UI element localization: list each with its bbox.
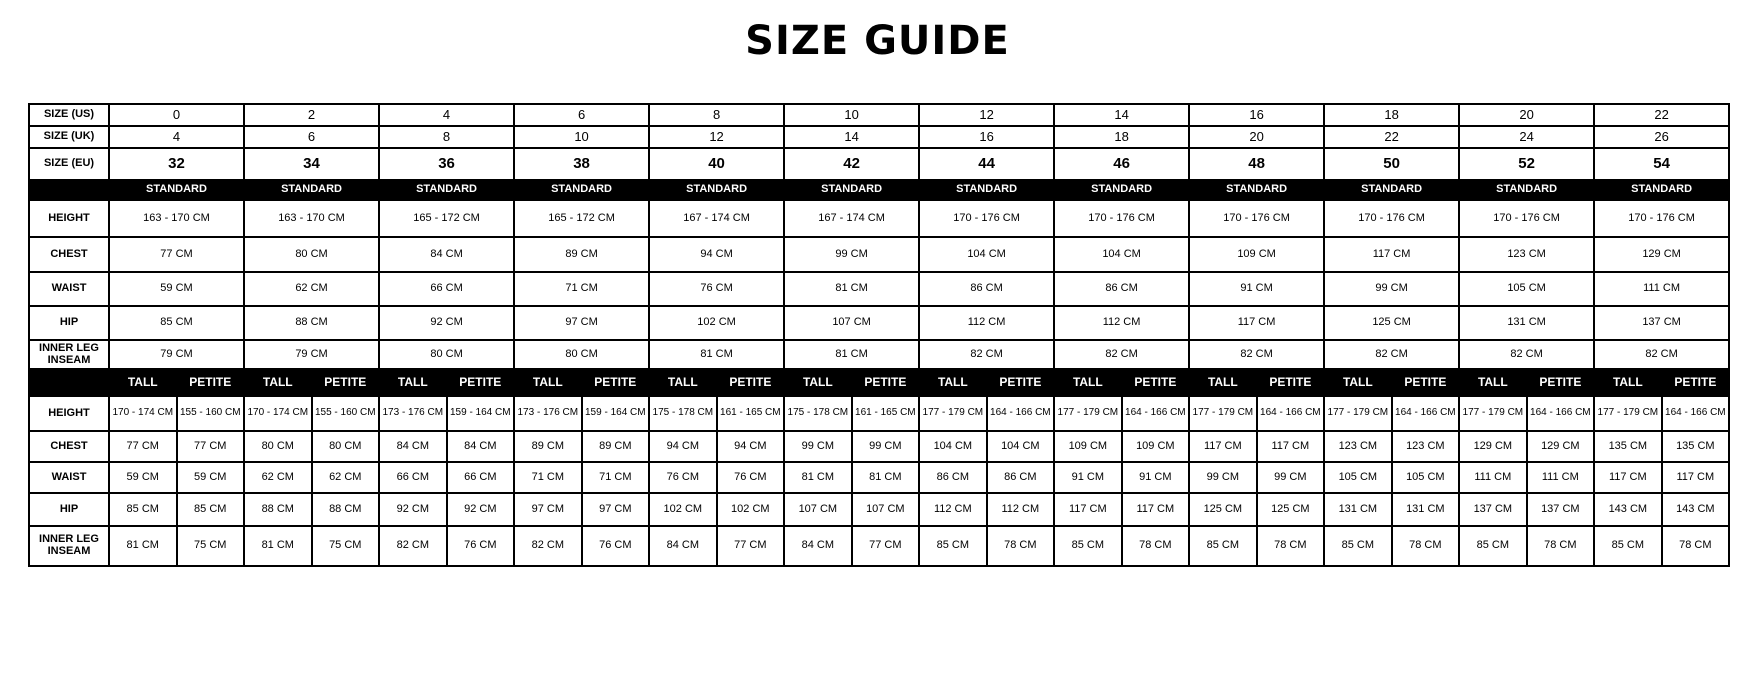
measurement-cell: 117 CM <box>1662 462 1730 493</box>
measurement-cell: 129 CM <box>1527 431 1595 462</box>
measurement-cell: 82 CM <box>379 526 447 566</box>
size-guide-table <box>28 103 1730 567</box>
measurement-cell: 177 - 179 CM <box>1324 396 1392 431</box>
measurement-cell: 117 CM <box>1257 431 1325 462</box>
petite-header: PETITE <box>1662 369 1730 396</box>
measurement-cell: 94 CM <box>717 431 785 462</box>
petite-header: PETITE <box>177 369 245 396</box>
measurement-cell: 77 CM <box>109 237 244 272</box>
page-title: SIZE GUIDE <box>745 18 1010 64</box>
size-value-cell: 20 <box>1459 104 1594 126</box>
measurement-cell: 85 CM <box>109 493 177 526</box>
petite-header: PETITE <box>582 369 650 396</box>
row-label: INNER LEG INSEAM <box>29 340 109 369</box>
measurement-cell: 62 CM <box>244 462 312 493</box>
measurement-cell: 85 CM <box>177 493 245 526</box>
measurement-cell: 85 CM <box>1594 526 1662 566</box>
measurement-cell: 143 CM <box>1594 493 1662 526</box>
measurement-cell: 159 - 164 CM <box>447 396 515 431</box>
size-value-cell: 18 <box>1054 126 1189 148</box>
measurement-cell: 79 CM <box>109 340 244 369</box>
tall-petite-chest-row <box>29 431 1729 462</box>
measurement-cell: 62 CM <box>312 462 380 493</box>
measurement-cell: 163 - 170 CM <box>109 200 244 237</box>
measurement-cell: 129 CM <box>1594 237 1729 272</box>
size-value-cell: 4 <box>379 104 514 126</box>
size-value-cell: 20 <box>1189 126 1324 148</box>
measurement-cell: 170 - 174 CM <box>244 396 312 431</box>
measurement-cell: 112 CM <box>919 493 987 526</box>
measurement-cell: 81 CM <box>649 340 784 369</box>
row-label: CHEST <box>29 237 109 272</box>
measurement-cell: 84 CM <box>379 431 447 462</box>
measurement-cell: 81 CM <box>109 526 177 566</box>
measurement-cell: 86 CM <box>1054 272 1189 306</box>
measurement-cell: 78 CM <box>1527 526 1595 566</box>
measurement-cell: 135 CM <box>1594 431 1662 462</box>
size-value-cell: 6 <box>514 104 649 126</box>
measurement-cell: 175 - 178 CM <box>649 396 717 431</box>
tall-header: TALL <box>1054 369 1122 396</box>
size-value-cell: 10 <box>514 126 649 148</box>
size-value-cell: 12 <box>919 104 1054 126</box>
measurement-cell: 84 CM <box>379 237 514 272</box>
measurement-cell: 131 CM <box>1392 493 1460 526</box>
measurement-cell: 104 CM <box>987 431 1055 462</box>
size-value-cell: 22 <box>1324 126 1459 148</box>
size-value-cell: 22 <box>1594 104 1729 126</box>
measurement-cell: 88 CM <box>244 306 379 340</box>
size-value-cell: 44 <box>919 148 1054 180</box>
measurement-cell: 84 CM <box>649 526 717 566</box>
row-label: HEIGHT <box>29 396 109 431</box>
standard-inner-leg-row <box>29 340 1729 369</box>
measurement-cell: 75 CM <box>312 526 380 566</box>
petite-header: PETITE <box>852 369 920 396</box>
measurement-cell: 165 - 172 CM <box>379 200 514 237</box>
measurement-cell: 79 CM <box>244 340 379 369</box>
measurement-cell: 125 CM <box>1189 493 1257 526</box>
measurement-cell: 170 - 176 CM <box>1459 200 1594 237</box>
measurement-cell: 159 - 164 CM <box>582 396 650 431</box>
measurement-cell: 78 CM <box>1392 526 1460 566</box>
tall-header: TALL <box>1459 369 1527 396</box>
measurement-cell: 125 CM <box>1257 493 1325 526</box>
measurement-cell: 170 - 176 CM <box>1189 200 1324 237</box>
measurement-cell: 167 - 174 CM <box>784 200 919 237</box>
measurement-cell: 97 CM <box>514 493 582 526</box>
measurement-cell: 135 CM <box>1662 431 1730 462</box>
measurement-cell: 155 - 160 CM <box>312 396 380 431</box>
standard-header: STANDARD <box>649 180 784 200</box>
measurement-cell: 82 CM <box>1054 340 1189 369</box>
tall-header: TALL <box>379 369 447 396</box>
size-value-cell: 10 <box>784 104 919 126</box>
petite-header: PETITE <box>312 369 380 396</box>
standard-header: STANDARD <box>1324 180 1459 200</box>
tall-header: TALL <box>244 369 312 396</box>
measurement-cell: 102 CM <box>649 493 717 526</box>
measurement-cell: 78 CM <box>1122 526 1190 566</box>
size-eu-row <box>29 148 1729 180</box>
measurement-cell: 102 CM <box>717 493 785 526</box>
measurement-cell: 123 CM <box>1392 431 1460 462</box>
measurement-cell: 85 CM <box>109 306 244 340</box>
measurement-cell: 94 CM <box>649 237 784 272</box>
standard-header: STANDARD <box>1054 180 1189 200</box>
measurement-cell: 164 - 166 CM <box>1662 396 1730 431</box>
size-value-cell: 16 <box>1189 104 1324 126</box>
standard-header: STANDARD <box>919 180 1054 200</box>
measurement-cell: 82 CM <box>1594 340 1729 369</box>
measurement-cell: 99 CM <box>784 431 852 462</box>
size-us-row <box>29 104 1729 126</box>
measurement-cell: 85 CM <box>919 526 987 566</box>
measurement-cell: 112 CM <box>1054 306 1189 340</box>
measurement-cell: 165 - 172 CM <box>514 200 649 237</box>
measurement-cell: 76 CM <box>649 272 784 306</box>
measurement-cell: 59 CM <box>109 272 244 306</box>
measurement-cell: 111 CM <box>1459 462 1527 493</box>
measurement-cell: 107 CM <box>852 493 920 526</box>
petite-header: PETITE <box>447 369 515 396</box>
measurement-cell: 117 CM <box>1189 431 1257 462</box>
measurement-cell: 104 CM <box>919 431 987 462</box>
size-value-cell: 18 <box>1324 104 1459 126</box>
measurement-cell: 173 - 176 CM <box>379 396 447 431</box>
measurement-cell: 88 CM <box>312 493 380 526</box>
tall-header: TALL <box>1324 369 1392 396</box>
size-value-cell: 14 <box>1054 104 1189 126</box>
size-value-cell: 0 <box>109 104 244 126</box>
measurement-cell: 99 CM <box>1257 462 1325 493</box>
measurement-cell: 170 - 176 CM <box>919 200 1054 237</box>
row-label: SIZE (US) <box>29 104 109 126</box>
measurement-cell: 92 CM <box>379 493 447 526</box>
measurement-cell: 71 CM <box>582 462 650 493</box>
row-label: HIP <box>29 493 109 526</box>
measurement-cell: 85 CM <box>1189 526 1257 566</box>
measurement-cell: 99 CM <box>852 431 920 462</box>
tall-petite-header-row <box>29 369 1729 396</box>
measurement-cell: 86 CM <box>987 462 1055 493</box>
size-value-cell: 42 <box>784 148 919 180</box>
measurement-cell: 175 - 178 CM <box>784 396 852 431</box>
measurement-cell: 170 - 176 CM <box>1324 200 1459 237</box>
tall-header: TALL <box>109 369 177 396</box>
measurement-cell: 170 - 176 CM <box>1054 200 1189 237</box>
size-value-cell: 40 <box>649 148 784 180</box>
measurement-cell: 161 - 165 CM <box>852 396 920 431</box>
measurement-cell: 80 CM <box>514 340 649 369</box>
size-value-cell: 8 <box>649 104 784 126</box>
measurement-cell: 164 - 166 CM <box>1392 396 1460 431</box>
tall-petite-hip-row <box>29 493 1729 526</box>
measurement-cell: 66 CM <box>379 272 514 306</box>
measurement-cell: 131 CM <box>1459 306 1594 340</box>
measurement-cell: 143 CM <box>1662 493 1730 526</box>
tall-header: TALL <box>649 369 717 396</box>
standard-hip-row <box>29 306 1729 340</box>
size-value-cell: 32 <box>109 148 244 180</box>
size-value-cell: 16 <box>919 126 1054 148</box>
measurement-cell: 99 CM <box>1189 462 1257 493</box>
standard-waist-row <box>29 272 1729 306</box>
row-label: CHEST <box>29 431 109 462</box>
measurement-cell: 137 CM <box>1527 493 1595 526</box>
measurement-cell: 71 CM <box>514 462 582 493</box>
measurement-cell: 81 CM <box>784 462 852 493</box>
standard-header: STANDARD <box>1594 180 1729 200</box>
measurement-cell: 97 CM <box>514 306 649 340</box>
measurement-cell: 80 CM <box>379 340 514 369</box>
measurement-cell: 123 CM <box>1324 431 1392 462</box>
measurement-cell: 117 CM <box>1122 493 1190 526</box>
measurement-cell: 170 - 176 CM <box>1594 200 1729 237</box>
measurement-cell: 177 - 179 CM <box>1459 396 1527 431</box>
measurement-cell: 86 CM <box>919 272 1054 306</box>
measurement-cell: 88 CM <box>244 493 312 526</box>
measurement-cell: 89 CM <box>514 237 649 272</box>
measurement-cell: 177 - 179 CM <box>1189 396 1257 431</box>
size-value-cell: 4 <box>109 126 244 148</box>
measurement-cell: 85 CM <box>1054 526 1122 566</box>
measurement-cell: 77 CM <box>109 431 177 462</box>
standard-header: STANDARD <box>109 180 244 200</box>
size-value-cell: 24 <box>1459 126 1594 148</box>
size-value-cell: 8 <box>379 126 514 148</box>
measurement-cell: 164 - 166 CM <box>1122 396 1190 431</box>
measurement-cell: 170 - 174 CM <box>109 396 177 431</box>
measurement-cell: 104 CM <box>919 237 1054 272</box>
standard-header: STANDARD <box>514 180 649 200</box>
band-label-blank <box>29 180 109 200</box>
measurement-cell: 117 CM <box>1054 493 1122 526</box>
measurement-cell: 82 CM <box>919 340 1054 369</box>
measurement-cell: 137 CM <box>1459 493 1527 526</box>
size-value-cell: 54 <box>1594 148 1729 180</box>
tall-petite-height-row <box>29 396 1729 431</box>
measurement-cell: 123 CM <box>1459 237 1594 272</box>
measurement-cell: 82 CM <box>1189 340 1324 369</box>
measurement-cell: 164 - 166 CM <box>1527 396 1595 431</box>
measurement-cell: 97 CM <box>582 493 650 526</box>
measurement-cell: 137 CM <box>1594 306 1729 340</box>
size-value-cell: 6 <box>244 126 379 148</box>
measurement-cell: 81 CM <box>852 462 920 493</box>
measurement-cell: 163 - 170 CM <box>244 200 379 237</box>
measurement-cell: 109 CM <box>1189 237 1324 272</box>
measurement-cell: 77 CM <box>177 431 245 462</box>
tall-header: TALL <box>1594 369 1662 396</box>
measurement-cell: 105 CM <box>1459 272 1594 306</box>
measurement-cell: 84 CM <box>447 431 515 462</box>
measurement-cell: 131 CM <box>1324 493 1392 526</box>
petite-header: PETITE <box>1122 369 1190 396</box>
measurement-cell: 80 CM <box>244 237 379 272</box>
size-value-cell: 52 <box>1459 148 1594 180</box>
standard-height-row <box>29 200 1729 237</box>
size-value-cell: 50 <box>1324 148 1459 180</box>
row-label: WAIST <box>29 462 109 493</box>
standard-header-row <box>29 180 1729 200</box>
tall-header: TALL <box>514 369 582 396</box>
measurement-cell: 129 CM <box>1459 431 1527 462</box>
measurement-cell: 125 CM <box>1324 306 1459 340</box>
measurement-cell: 117 CM <box>1324 237 1459 272</box>
measurement-cell: 91 CM <box>1189 272 1324 306</box>
measurement-cell: 91 CM <box>1054 462 1122 493</box>
measurement-cell: 112 CM <box>987 493 1055 526</box>
petite-header: PETITE <box>1257 369 1325 396</box>
measurement-cell: 82 CM <box>1324 340 1459 369</box>
size-value-cell: 12 <box>649 126 784 148</box>
row-label: WAIST <box>29 272 109 306</box>
size-value-cell: 36 <box>379 148 514 180</box>
measurement-cell: 71 CM <box>514 272 649 306</box>
measurement-cell: 117 CM <box>1594 462 1662 493</box>
measurement-cell: 164 - 166 CM <box>1257 396 1325 431</box>
measurement-cell: 59 CM <box>177 462 245 493</box>
row-label: HEIGHT <box>29 200 109 237</box>
measurement-cell: 155 - 160 CM <box>177 396 245 431</box>
size-value-cell: 38 <box>514 148 649 180</box>
measurement-cell: 85 CM <box>1324 526 1392 566</box>
measurement-cell: 92 CM <box>447 493 515 526</box>
measurement-cell: 173 - 176 CM <box>514 396 582 431</box>
measurement-cell: 167 - 174 CM <box>649 200 784 237</box>
row-label: SIZE (UK) <box>29 126 109 148</box>
measurement-cell: 78 CM <box>987 526 1055 566</box>
measurement-cell: 78 CM <box>1662 526 1730 566</box>
measurement-cell: 86 CM <box>919 462 987 493</box>
measurement-cell: 109 CM <box>1054 431 1122 462</box>
size-value-cell: 34 <box>244 148 379 180</box>
measurement-cell: 76 CM <box>447 526 515 566</box>
measurement-cell: 66 CM <box>379 462 447 493</box>
measurement-cell: 164 - 166 CM <box>987 396 1055 431</box>
measurement-cell: 76 CM <box>649 462 717 493</box>
size-value-cell: 2 <box>244 104 379 126</box>
measurement-cell: 75 CM <box>177 526 245 566</box>
measurement-cell: 92 CM <box>379 306 514 340</box>
measurement-cell: 177 - 179 CM <box>1054 396 1122 431</box>
size-uk-row <box>29 126 1729 148</box>
band-label-blank <box>29 369 109 396</box>
measurement-cell: 77 CM <box>852 526 920 566</box>
measurement-cell: 82 CM <box>514 526 582 566</box>
measurement-cell: 112 CM <box>919 306 1054 340</box>
row-label: HIP <box>29 306 109 340</box>
tall-petite-inner-leg-row <box>29 526 1729 566</box>
tall-header: TALL <box>919 369 987 396</box>
measurement-cell: 76 CM <box>582 526 650 566</box>
measurement-cell: 99 CM <box>784 237 919 272</box>
measurement-cell: 80 CM <box>244 431 312 462</box>
measurement-cell: 91 CM <box>1122 462 1190 493</box>
measurement-cell: 109 CM <box>1122 431 1190 462</box>
standard-header: STANDARD <box>784 180 919 200</box>
measurement-cell: 111 CM <box>1527 462 1595 493</box>
measurement-cell: 105 CM <box>1324 462 1392 493</box>
measurement-cell: 82 CM <box>1459 340 1594 369</box>
row-label: INNER LEG INSEAM <box>29 526 109 566</box>
standard-chest-row <box>29 237 1729 272</box>
measurement-cell: 94 CM <box>649 431 717 462</box>
measurement-cell: 62 CM <box>244 272 379 306</box>
measurement-cell: 78 CM <box>1257 526 1325 566</box>
measurement-cell: 89 CM <box>514 431 582 462</box>
measurement-cell: 177 - 179 CM <box>919 396 987 431</box>
tall-petite-waist-row <box>29 462 1729 493</box>
measurement-cell: 77 CM <box>717 526 785 566</box>
measurement-cell: 59 CM <box>109 462 177 493</box>
measurement-cell: 111 CM <box>1594 272 1729 306</box>
size-value-cell: 48 <box>1189 148 1324 180</box>
measurement-cell: 81 CM <box>244 526 312 566</box>
petite-header: PETITE <box>1527 369 1595 396</box>
measurement-cell: 177 - 179 CM <box>1594 396 1662 431</box>
measurement-cell: 81 CM <box>784 272 919 306</box>
petite-header: PETITE <box>717 369 785 396</box>
measurement-cell: 107 CM <box>784 493 852 526</box>
petite-header: PETITE <box>1392 369 1460 396</box>
measurement-cell: 117 CM <box>1189 306 1324 340</box>
standard-header: STANDARD <box>1459 180 1594 200</box>
size-value-cell: 46 <box>1054 148 1189 180</box>
measurement-cell: 161 - 165 CM <box>717 396 785 431</box>
standard-header: STANDARD <box>1189 180 1324 200</box>
size-value-cell: 26 <box>1594 126 1729 148</box>
measurement-cell: 105 CM <box>1392 462 1460 493</box>
measurement-cell: 107 CM <box>784 306 919 340</box>
measurement-cell: 85 CM <box>1459 526 1527 566</box>
measurement-cell: 89 CM <box>582 431 650 462</box>
standard-header: STANDARD <box>379 180 514 200</box>
measurement-cell: 66 CM <box>447 462 515 493</box>
standard-header: STANDARD <box>244 180 379 200</box>
measurement-cell: 102 CM <box>649 306 784 340</box>
size-value-cell: 14 <box>784 126 919 148</box>
measurement-cell: 99 CM <box>1324 272 1459 306</box>
measurement-cell: 104 CM <box>1054 237 1189 272</box>
measurement-cell: 76 CM <box>717 462 785 493</box>
measurement-cell: 81 CM <box>784 340 919 369</box>
petite-header: PETITE <box>987 369 1055 396</box>
measurement-cell: 84 CM <box>784 526 852 566</box>
tall-header: TALL <box>784 369 852 396</box>
tall-header: TALL <box>1189 369 1257 396</box>
measurement-cell: 80 CM <box>312 431 380 462</box>
row-label: SIZE (EU) <box>29 148 109 180</box>
